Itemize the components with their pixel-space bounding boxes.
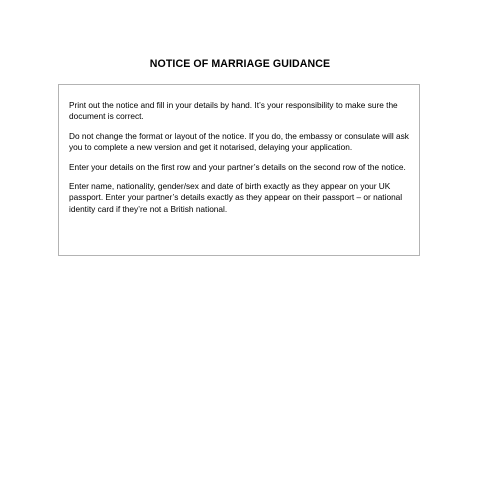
guidance-paragraph-format: Do not change the format or layout of the notice. If you do, the embassy or consulate will ask you to complete a new version and get it notarised, delaying your application. bbox=[69, 130, 409, 153]
guidance-paragraph-rows: Enter your details on the first row and your partner’s details on the second row of the notice. bbox=[69, 161, 406, 172]
guidance-paragraph-print: Print out the notice and fill in your details by hand. It’s your responsibility to make sure the document is correct. bbox=[69, 100, 398, 122]
guidance-box bbox=[58, 84, 420, 256]
document-title: NOTICE OF MARRIAGE GUIDANCE bbox=[149, 58, 331, 70]
guidance-paragraph-details: Enter name, nationality, gender/sex and date of birth exactly as they appear on your UK passport. Enter your partner’s details exactly as they appear on their passport – or national identity card if they’re not a British national. bbox=[69, 181, 403, 214]
